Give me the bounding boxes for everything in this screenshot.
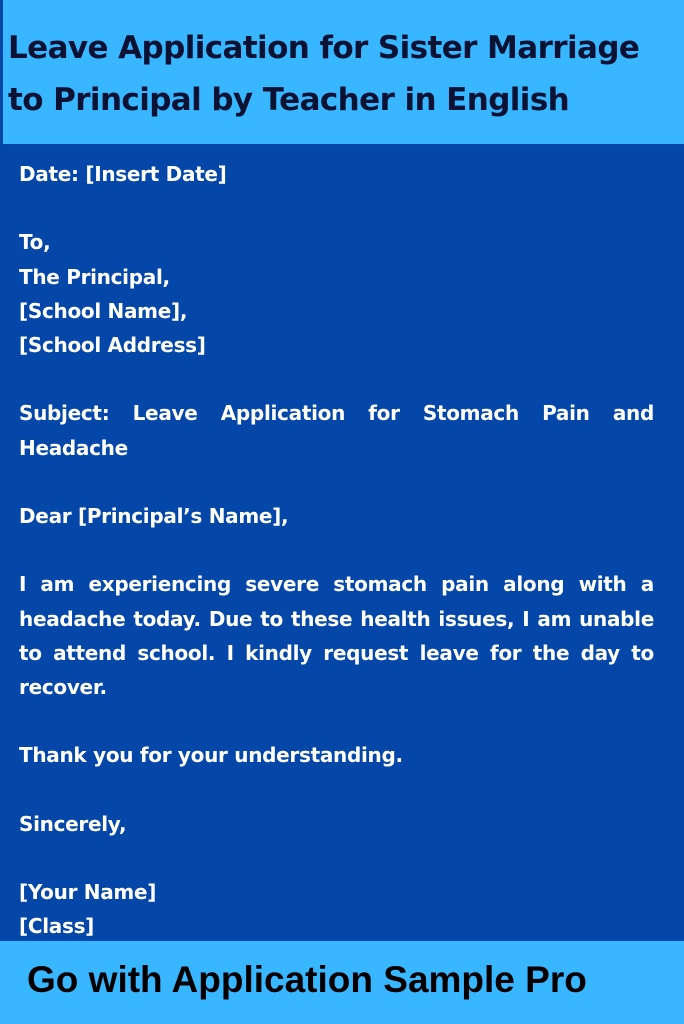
spacer <box>19 704 654 738</box>
spacer <box>19 362 654 396</box>
letter-salutation: Dear [Principal’s Name], <box>19 503 289 528</box>
letter-body-paragraph: I am experiencing severe stomach pain along with a headache today. Due to these health issues, I am unable to attend school. I kindly request leave for the day to recover. <box>19 572 654 699</box>
letter-school-name: [School Name], <box>19 298 188 323</box>
letter-signature-class: [Class] <box>19 914 95 939</box>
letter-body <box>19 157 654 944</box>
letter-signature-name: [Your Name] <box>19 880 157 905</box>
title-banner <box>0 0 684 144</box>
letter-recipient: The Principal, <box>19 264 170 289</box>
spacer <box>19 465 654 499</box>
footer-banner <box>0 941 684 1024</box>
spacer <box>19 533 654 567</box>
page-title: Leave Application for Sister Marriage to Principal by Teacher in English <box>8 30 640 118</box>
spacer <box>19 191 654 225</box>
letter-subject: Subject: Leave Application for Stomach Pain and Headache <box>19 401 654 460</box>
letter-to: To, <box>19 230 51 255</box>
spacer <box>19 841 654 875</box>
letter-thanks: Thank you for your understanding. <box>19 743 403 768</box>
letter-date: Date: [Insert Date] <box>19 162 227 186</box>
letter-closing: Sincerely, <box>19 811 127 836</box>
spacer <box>19 773 654 807</box>
footer-text: Go with Application Sample Pro <box>27 959 587 1000</box>
letter-school-address: [School Address] <box>19 333 206 357</box>
